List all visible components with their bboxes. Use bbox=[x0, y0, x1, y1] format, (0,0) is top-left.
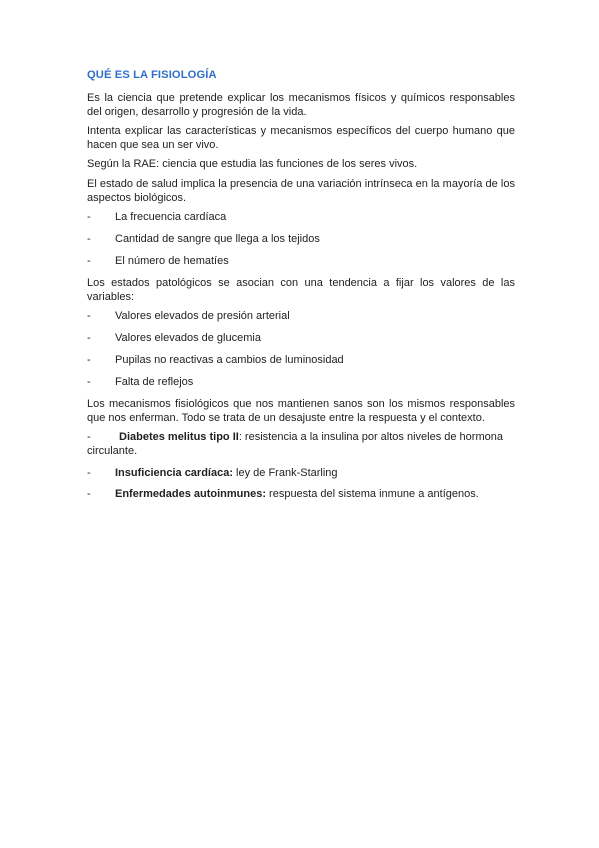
example-description: : resistencia a la insulina por altos niveles de hormona circulante. bbox=[87, 431, 503, 458]
list-item-text: Valores elevados de presión arterial bbox=[115, 310, 290, 323]
list-item bbox=[87, 488, 515, 502]
example-description: respuesta del sistema inmune a antígenos. bbox=[265, 488, 479, 501]
example-description: ley de Frank-Starling bbox=[233, 466, 338, 479]
list-item bbox=[87, 211, 515, 225]
list-item bbox=[87, 376, 515, 390]
list-item bbox=[87, 310, 515, 324]
health-variables-list bbox=[87, 211, 515, 269]
list-dash: - bbox=[87, 376, 91, 389]
paragraph-health-state: El estado de salud implica la presencia de una variación intrínseca en la mayoría de los aspectos biológicos. bbox=[87, 177, 515, 204]
list-item-text: Valores elevados de glucemia bbox=[115, 332, 261, 345]
section-heading: QUÉ ES LA FISIOLOGÍA bbox=[87, 69, 217, 81]
paragraph-definition: Es la ciencia que pretende explicar los mecanismos físicos y químicos responsables del origen, desarrollo y progresión de la vida. bbox=[87, 92, 515, 118]
list-item-text: Cantidad de sangre que llega a los tejidos bbox=[115, 233, 320, 246]
list-dash: - bbox=[87, 431, 91, 444]
example-term: Diabetes melitus tipo II bbox=[119, 431, 239, 444]
list-item bbox=[87, 255, 515, 269]
list-dash: - bbox=[87, 233, 91, 246]
paragraph-rae: Según la RAE: ciencia que estudia las funciones de los seres vivos. bbox=[87, 158, 418, 171]
list-dash: - bbox=[87, 255, 91, 268]
list-dash: - bbox=[87, 466, 91, 479]
list-dash: - bbox=[87, 488, 91, 501]
list-item-text: Pupilas no reactivas a cambios de luminosidad bbox=[115, 354, 344, 367]
examples-list bbox=[87, 467, 515, 502]
pathology-values-list bbox=[87, 310, 515, 390]
paragraph-purpose: Intenta explicar las características y mecanismos específicos del cuerpo humano que hacen que sea un ser vivo. bbox=[87, 125, 515, 151]
list-dash: - bbox=[87, 211, 91, 224]
list-item-text: La frecuencia cardíaca bbox=[115, 211, 227, 224]
example-diabetes bbox=[87, 431, 515, 458]
paragraph-mechanisms: Los mecanismos fisiológicos que nos mantienen sanos son los mismos responsables que nos enferman. Todo se trata de un desajuste entre la respuesta y el contexto. bbox=[87, 398, 515, 424]
list-item-text: El número de hematíes bbox=[115, 255, 229, 268]
example-term: Insuficiencia cardíaca: bbox=[115, 466, 233, 479]
list-dash: - bbox=[87, 310, 91, 323]
list-item bbox=[87, 467, 515, 481]
list-item bbox=[87, 354, 515, 368]
list-item-text: Falta de reflejos bbox=[115, 376, 194, 389]
paragraph-pathology: Los estados patológicos se asocian con una tendencia a fijar los valores de las variables: bbox=[87, 277, 515, 303]
list-dash: - bbox=[87, 354, 91, 367]
list-dash: - bbox=[87, 332, 91, 345]
list-item bbox=[87, 332, 515, 346]
list-item bbox=[87, 233, 515, 247]
example-term: Enfermedades autoinmunes: bbox=[115, 488, 266, 501]
